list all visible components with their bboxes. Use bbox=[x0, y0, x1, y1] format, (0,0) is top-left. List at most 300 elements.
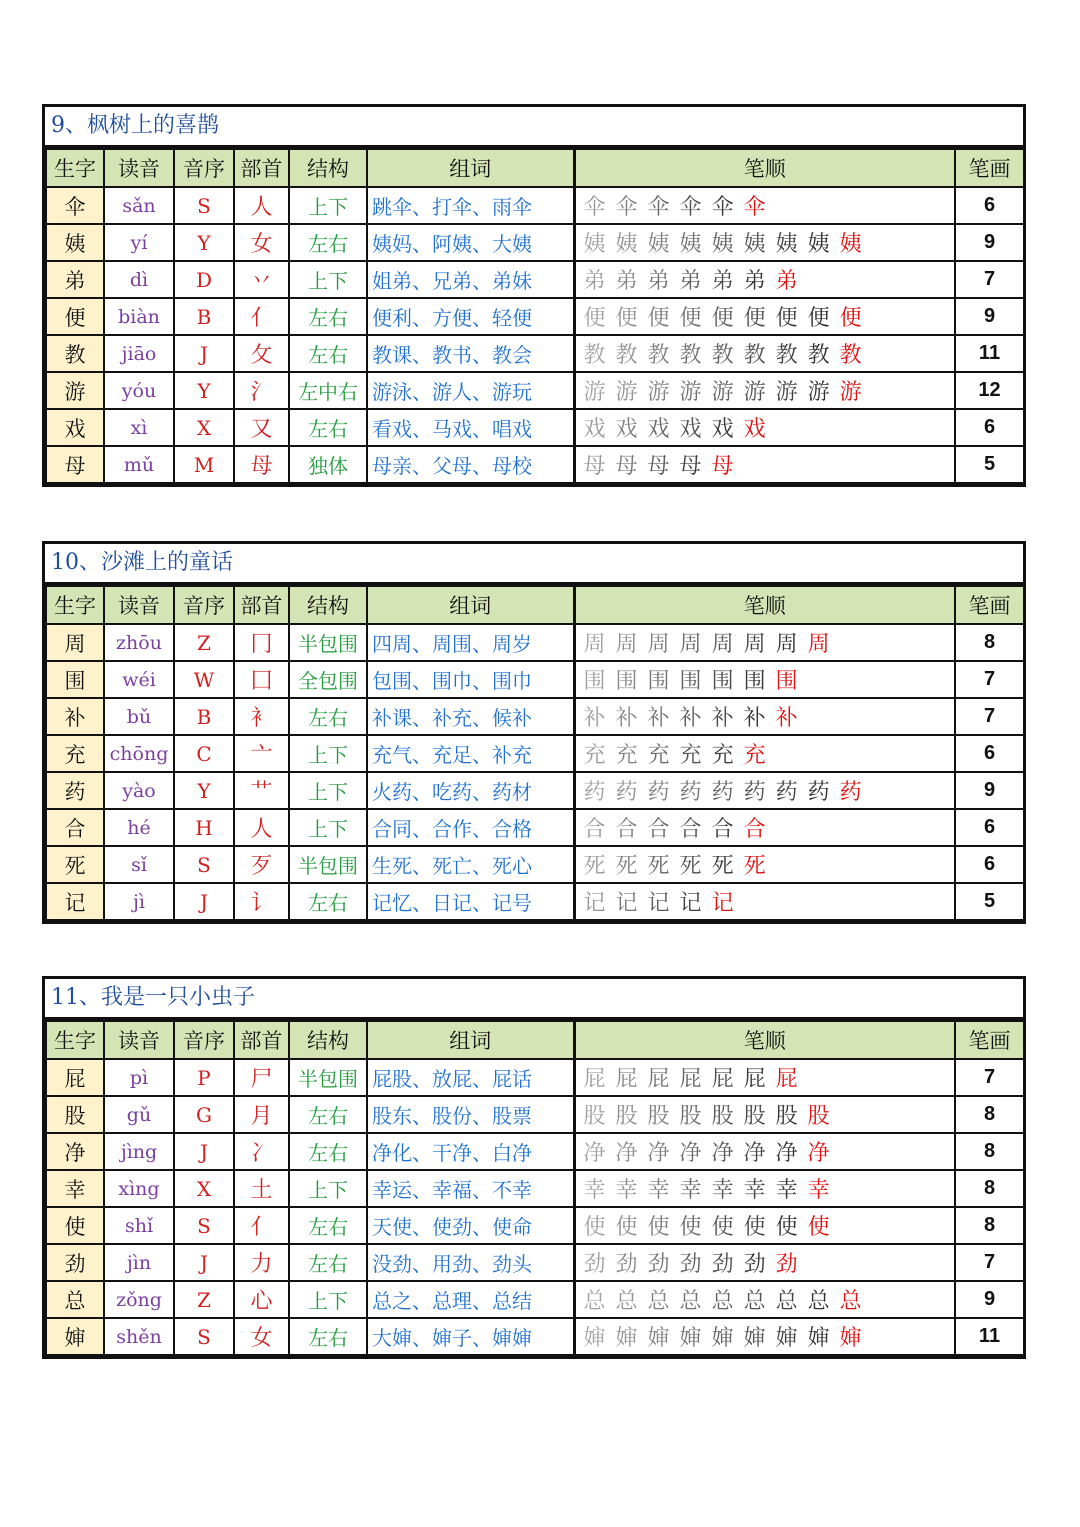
column-header: 读音 bbox=[104, 149, 174, 187]
initial-cell: J bbox=[174, 1133, 234, 1170]
stroke-step bbox=[648, 227, 671, 258]
stroke-step bbox=[712, 701, 735, 732]
radical-cell: 氵 bbox=[234, 372, 289, 409]
table-row bbox=[46, 1318, 1024, 1355]
table-row bbox=[46, 1244, 1024, 1281]
table-row bbox=[46, 187, 1024, 224]
stroke-order-cell bbox=[574, 1170, 955, 1207]
stroke-step bbox=[616, 449, 639, 480]
column-header: 笔画 bbox=[955, 1021, 1024, 1059]
stroke-glyph: 死 bbox=[743, 854, 767, 879]
structure-cell: 左右 bbox=[289, 1244, 367, 1281]
stroke-step bbox=[808, 1136, 831, 1167]
stroke-step bbox=[648, 701, 671, 732]
stroke-count-cell: 6 bbox=[955, 846, 1024, 883]
stroke-glyph: 充 bbox=[743, 743, 767, 768]
stroke-count-cell: 9 bbox=[955, 298, 1024, 335]
stroke-step bbox=[616, 1136, 639, 1167]
stroke-order-cell bbox=[574, 372, 955, 409]
stroke-glyph: 充 bbox=[711, 743, 735, 768]
column-header: 生字 bbox=[46, 1021, 104, 1059]
pinyin-cell: yào bbox=[104, 772, 174, 809]
stroke-glyph: 股 bbox=[615, 1104, 639, 1129]
stroke-count-cell: 7 bbox=[955, 1059, 1024, 1096]
stroke-step bbox=[712, 738, 735, 769]
radical-cell: 丷 bbox=[234, 261, 289, 298]
pinyin-cell: zhōu bbox=[104, 624, 174, 661]
stroke-glyph: 股 bbox=[583, 1104, 607, 1129]
stroke-glyph: 游 bbox=[711, 380, 735, 405]
radical-cell: 心 bbox=[234, 1281, 289, 1318]
stroke-glyph: 充 bbox=[615, 743, 639, 768]
stroke-glyph: 婶 bbox=[615, 1326, 639, 1351]
stroke-step bbox=[840, 375, 863, 406]
stroke-step bbox=[744, 738, 767, 769]
words-cell: 合同、合作、合格 bbox=[367, 809, 574, 846]
radical-cell: 亻 bbox=[234, 298, 289, 335]
stroke-step bbox=[584, 1210, 607, 1241]
stroke-step bbox=[680, 664, 703, 695]
column-header: 部首 bbox=[234, 1021, 289, 1059]
stroke-step bbox=[648, 412, 671, 443]
stroke-glyph: 婶 bbox=[807, 1326, 831, 1351]
stroke-glyph: 总 bbox=[711, 1289, 735, 1314]
stroke-step bbox=[744, 701, 767, 732]
stroke-glyph: 伞 bbox=[743, 195, 767, 220]
stroke-step bbox=[616, 812, 639, 843]
column-header: 笔顺 bbox=[574, 586, 955, 624]
stroke-glyph: 戏 bbox=[647, 417, 671, 442]
stroke-count-cell: 6 bbox=[955, 735, 1024, 772]
structure-cell: 上下 bbox=[289, 772, 367, 809]
stroke-step bbox=[744, 301, 767, 332]
stroke-step bbox=[712, 1099, 735, 1130]
stroke-step bbox=[680, 1062, 703, 1093]
stroke-glyph: 游 bbox=[615, 380, 639, 405]
radical-cell: 歹 bbox=[234, 846, 289, 883]
stroke-glyph: 死 bbox=[583, 854, 607, 879]
stroke-glyph: 游 bbox=[583, 380, 607, 405]
char-cell: 母 bbox=[46, 446, 104, 483]
stroke-step bbox=[808, 1284, 831, 1315]
stroke-glyph: 游 bbox=[743, 380, 767, 405]
stroke-glyph: 姨 bbox=[615, 232, 639, 257]
stroke-glyph: 围 bbox=[775, 669, 799, 694]
stroke-step bbox=[712, 627, 735, 658]
stroke-step bbox=[648, 1247, 671, 1278]
structure-cell: 左右 bbox=[289, 1207, 367, 1244]
stroke-glyph: 药 bbox=[583, 780, 607, 805]
stroke-glyph: 充 bbox=[583, 743, 607, 768]
stroke-step bbox=[712, 338, 735, 369]
pinyin-cell: zǒng bbox=[104, 1281, 174, 1318]
stroke-glyph: 周 bbox=[743, 632, 767, 657]
column-header: 音序 bbox=[174, 1021, 234, 1059]
stroke-step bbox=[776, 1210, 799, 1241]
stroke-step bbox=[648, 1099, 671, 1130]
char-cell: 劲 bbox=[46, 1244, 104, 1281]
structure-cell: 左右 bbox=[289, 335, 367, 372]
stroke-step bbox=[744, 775, 767, 806]
stroke-step bbox=[712, 1136, 735, 1167]
stroke-step bbox=[648, 190, 671, 221]
lesson-table bbox=[42, 976, 1026, 1359]
radical-cell: 人 bbox=[234, 809, 289, 846]
stroke-glyph: 劲 bbox=[711, 1252, 735, 1277]
stroke-glyph: 合 bbox=[679, 817, 703, 842]
stroke-step bbox=[808, 627, 831, 658]
radical-cell: 尸 bbox=[234, 1059, 289, 1096]
stroke-step bbox=[712, 375, 735, 406]
stroke-glyph: 伞 bbox=[647, 195, 671, 220]
char-cell: 充 bbox=[46, 735, 104, 772]
table-row bbox=[46, 698, 1024, 735]
pinyin-cell: chōng bbox=[104, 735, 174, 772]
initial-cell: H bbox=[174, 809, 234, 846]
stroke-glyph: 股 bbox=[775, 1104, 799, 1129]
stroke-step bbox=[680, 1173, 703, 1204]
stroke-step bbox=[680, 338, 703, 369]
stroke-step bbox=[648, 301, 671, 332]
stroke-glyph: 幸 bbox=[743, 1178, 767, 1203]
stroke-glyph: 婶 bbox=[711, 1326, 735, 1351]
stroke-glyph: 股 bbox=[743, 1104, 767, 1129]
stroke-step bbox=[584, 738, 607, 769]
column-header: 组词 bbox=[367, 586, 574, 624]
initial-cell: G bbox=[174, 1096, 234, 1133]
stroke-step bbox=[744, 1321, 767, 1352]
stroke-count-cell: 7 bbox=[955, 261, 1024, 298]
initial-cell: S bbox=[174, 187, 234, 224]
initial-cell: Y bbox=[174, 772, 234, 809]
stroke-step bbox=[744, 1062, 767, 1093]
stroke-step bbox=[776, 1173, 799, 1204]
stroke-glyph: 劲 bbox=[615, 1252, 639, 1277]
radical-cell: 母 bbox=[234, 446, 289, 483]
stroke-glyph: 弟 bbox=[583, 269, 607, 294]
stroke-glyph: 幸 bbox=[615, 1178, 639, 1203]
initial-cell: J bbox=[174, 335, 234, 372]
stroke-step bbox=[712, 412, 735, 443]
stroke-glyph: 母 bbox=[615, 454, 639, 479]
stroke-step bbox=[712, 264, 735, 295]
stroke-count-cell: 5 bbox=[955, 883, 1024, 920]
stroke-step bbox=[616, 227, 639, 258]
stroke-step bbox=[648, 264, 671, 295]
stroke-step bbox=[680, 301, 703, 332]
char-cell: 药 bbox=[46, 772, 104, 809]
radical-cell: 亠 bbox=[234, 735, 289, 772]
stroke-glyph: 充 bbox=[647, 743, 671, 768]
stroke-step bbox=[776, 664, 799, 695]
stroke-step bbox=[648, 1136, 671, 1167]
stroke-glyph: 姨 bbox=[647, 232, 671, 257]
stroke-order-cell bbox=[574, 335, 955, 372]
stroke-glyph: 便 bbox=[711, 306, 735, 331]
stroke-glyph: 总 bbox=[583, 1289, 607, 1314]
stroke-step bbox=[712, 1321, 735, 1352]
structure-cell: 左右 bbox=[289, 883, 367, 920]
stroke-count-cell: 7 bbox=[955, 661, 1024, 698]
stroke-step bbox=[840, 775, 863, 806]
stroke-glyph: 游 bbox=[775, 380, 799, 405]
stroke-glyph: 屁 bbox=[679, 1067, 703, 1092]
column-header: 组词 bbox=[367, 149, 574, 187]
stroke-step bbox=[584, 264, 607, 295]
stroke-glyph: 药 bbox=[679, 780, 703, 805]
stroke-step bbox=[808, 375, 831, 406]
table-row bbox=[46, 1207, 1024, 1244]
header-row bbox=[46, 1021, 1024, 1059]
char-cell: 合 bbox=[46, 809, 104, 846]
table-row bbox=[46, 1281, 1024, 1318]
stroke-glyph: 净 bbox=[583, 1141, 607, 1166]
stroke-step bbox=[616, 886, 639, 917]
stroke-step bbox=[776, 627, 799, 658]
stroke-order-cell bbox=[574, 187, 955, 224]
stroke-glyph: 母 bbox=[647, 454, 671, 479]
stroke-step bbox=[744, 227, 767, 258]
stroke-step bbox=[584, 1247, 607, 1278]
structure-cell: 左右 bbox=[289, 1096, 367, 1133]
column-header: 生字 bbox=[46, 149, 104, 187]
radical-cell: 攵 bbox=[234, 335, 289, 372]
stroke-step bbox=[712, 1173, 735, 1204]
stroke-order-cell bbox=[574, 1096, 955, 1133]
stroke-glyph: 劲 bbox=[743, 1252, 767, 1277]
stroke-glyph: 使 bbox=[807, 1215, 831, 1240]
stroke-step bbox=[744, 338, 767, 369]
stroke-glyph: 屁 bbox=[711, 1067, 735, 1092]
table-row bbox=[46, 298, 1024, 335]
column-header: 音序 bbox=[174, 149, 234, 187]
column-header: 笔顺 bbox=[574, 149, 955, 187]
stroke-order-cell bbox=[574, 772, 955, 809]
stroke-glyph: 便 bbox=[679, 306, 703, 331]
stroke-step bbox=[648, 338, 671, 369]
stroke-step bbox=[584, 849, 607, 880]
stroke-step bbox=[808, 227, 831, 258]
words-cell: 姐弟、兄弟、弟妹 bbox=[367, 261, 574, 298]
stroke-step bbox=[584, 701, 607, 732]
stroke-step bbox=[680, 812, 703, 843]
stroke-glyph: 合 bbox=[647, 817, 671, 842]
words-cell: 四周、周围、周岁 bbox=[367, 624, 574, 661]
stroke-glyph: 戏 bbox=[679, 417, 703, 442]
stroke-step bbox=[648, 627, 671, 658]
stroke-glyph: 总 bbox=[839, 1289, 863, 1314]
stroke-step bbox=[808, 1099, 831, 1130]
stroke-step bbox=[744, 412, 767, 443]
words-cell: 幸运、幸福、不幸 bbox=[367, 1170, 574, 1207]
stroke-step bbox=[584, 190, 607, 221]
radical-cell: 衤 bbox=[234, 698, 289, 735]
pinyin-cell: jìn bbox=[104, 1244, 174, 1281]
stroke-glyph: 幸 bbox=[679, 1178, 703, 1203]
table-row bbox=[46, 772, 1024, 809]
pinyin-cell: shǐ bbox=[104, 1207, 174, 1244]
radical-cell: 女 bbox=[234, 224, 289, 261]
stroke-step bbox=[616, 775, 639, 806]
stroke-glyph: 弟 bbox=[711, 269, 735, 294]
column-header: 笔顺 bbox=[574, 1021, 955, 1059]
stroke-step bbox=[776, 775, 799, 806]
char-cell: 使 bbox=[46, 1207, 104, 1244]
stroke-glyph: 记 bbox=[679, 891, 703, 916]
stroke-glyph: 围 bbox=[711, 669, 735, 694]
stroke-step bbox=[712, 1247, 735, 1278]
stroke-count-cell: 6 bbox=[955, 187, 1024, 224]
structure-cell: 独体 bbox=[289, 446, 367, 483]
stroke-step bbox=[744, 1099, 767, 1130]
stroke-glyph: 总 bbox=[647, 1289, 671, 1314]
stroke-step bbox=[616, 338, 639, 369]
stroke-glyph: 游 bbox=[679, 380, 703, 405]
stroke-step bbox=[616, 627, 639, 658]
stroke-step bbox=[776, 264, 799, 295]
structure-cell: 左右 bbox=[289, 1133, 367, 1170]
stroke-glyph: 药 bbox=[743, 780, 767, 805]
stroke-step bbox=[680, 738, 703, 769]
stroke-step bbox=[648, 812, 671, 843]
stroke-glyph: 幸 bbox=[711, 1178, 735, 1203]
words-cell: 生死、死亡、死心 bbox=[367, 846, 574, 883]
stroke-glyph: 伞 bbox=[615, 195, 639, 220]
stroke-order-cell bbox=[574, 298, 955, 335]
stroke-step bbox=[584, 449, 607, 480]
stroke-order-cell bbox=[574, 661, 955, 698]
lesson-title: 9、枫树上的喜鹊 bbox=[45, 107, 1023, 148]
column-header: 笔画 bbox=[955, 149, 1024, 187]
stroke-glyph: 药 bbox=[839, 780, 863, 805]
stroke-step bbox=[616, 1210, 639, 1241]
char-cell: 总 bbox=[46, 1281, 104, 1318]
stroke-step bbox=[680, 1321, 703, 1352]
stroke-step bbox=[744, 812, 767, 843]
stroke-glyph: 婶 bbox=[743, 1326, 767, 1351]
stroke-order-cell bbox=[574, 1244, 955, 1281]
initial-cell: Z bbox=[174, 1281, 234, 1318]
stroke-step bbox=[584, 301, 607, 332]
stroke-glyph: 教 bbox=[775, 343, 799, 368]
radical-cell: 冫 bbox=[234, 1133, 289, 1170]
stroke-step bbox=[616, 1062, 639, 1093]
stroke-step bbox=[680, 849, 703, 880]
stroke-step bbox=[584, 375, 607, 406]
table-row bbox=[46, 409, 1024, 446]
stroke-glyph: 伞 bbox=[583, 195, 607, 220]
stroke-glyph: 使 bbox=[775, 1215, 799, 1240]
stroke-step bbox=[680, 775, 703, 806]
stroke-glyph: 净 bbox=[807, 1141, 831, 1166]
stroke-glyph: 屁 bbox=[583, 1067, 607, 1092]
stroke-glyph: 便 bbox=[807, 306, 831, 331]
pinyin-cell: pì bbox=[104, 1059, 174, 1096]
stroke-step bbox=[584, 1062, 607, 1093]
pinyin-cell: shěn bbox=[104, 1318, 174, 1355]
stroke-step bbox=[584, 1284, 607, 1315]
stroke-glyph: 总 bbox=[743, 1289, 767, 1314]
stroke-step bbox=[648, 886, 671, 917]
stroke-step bbox=[584, 1136, 607, 1167]
stroke-glyph: 劲 bbox=[647, 1252, 671, 1277]
stroke-step bbox=[616, 1173, 639, 1204]
stroke-glyph: 合 bbox=[583, 817, 607, 842]
stroke-glyph: 补 bbox=[615, 706, 639, 731]
words-cell: 跳伞、打伞、雨伞 bbox=[367, 187, 574, 224]
stroke-glyph: 劲 bbox=[583, 1252, 607, 1277]
column-header: 生字 bbox=[46, 586, 104, 624]
stroke-step bbox=[712, 849, 735, 880]
stroke-glyph: 婶 bbox=[647, 1326, 671, 1351]
stroke-glyph: 弟 bbox=[775, 269, 799, 294]
stroke-step bbox=[744, 190, 767, 221]
stroke-step bbox=[712, 301, 735, 332]
stroke-count-cell: 8 bbox=[955, 1133, 1024, 1170]
stroke-step bbox=[744, 1210, 767, 1241]
stroke-glyph: 股 bbox=[679, 1104, 703, 1129]
stroke-glyph: 便 bbox=[839, 306, 863, 331]
stroke-step bbox=[616, 375, 639, 406]
stroke-glyph: 婶 bbox=[679, 1326, 703, 1351]
stroke-glyph: 补 bbox=[679, 706, 703, 731]
stroke-glyph: 股 bbox=[807, 1104, 831, 1129]
stroke-step bbox=[808, 1173, 831, 1204]
stroke-step bbox=[744, 375, 767, 406]
stroke-glyph: 屁 bbox=[775, 1067, 799, 1092]
stroke-glyph: 净 bbox=[615, 1141, 639, 1166]
stroke-glyph: 总 bbox=[807, 1289, 831, 1314]
initial-cell: M bbox=[174, 446, 234, 483]
stroke-order-cell bbox=[574, 846, 955, 883]
initial-cell: J bbox=[174, 883, 234, 920]
stroke-glyph: 婶 bbox=[839, 1326, 863, 1351]
stroke-order-cell bbox=[574, 1318, 955, 1355]
table-row bbox=[46, 883, 1024, 920]
stroke-step bbox=[584, 1173, 607, 1204]
pinyin-cell: xì bbox=[104, 409, 174, 446]
column-header: 音序 bbox=[174, 586, 234, 624]
stroke-glyph: 围 bbox=[743, 669, 767, 694]
stroke-count-cell: 7 bbox=[955, 698, 1024, 735]
lesson-title: 10、沙滩上的童话 bbox=[45, 544, 1023, 585]
stroke-step bbox=[648, 1173, 671, 1204]
stroke-glyph: 姨 bbox=[807, 232, 831, 257]
table-row bbox=[46, 624, 1024, 661]
column-header: 结构 bbox=[289, 1021, 367, 1059]
stroke-glyph: 使 bbox=[743, 1215, 767, 1240]
structure-cell: 上下 bbox=[289, 187, 367, 224]
stroke-glyph: 使 bbox=[647, 1215, 671, 1240]
table-row bbox=[46, 261, 1024, 298]
char-cell: 股 bbox=[46, 1096, 104, 1133]
stroke-glyph: 使 bbox=[615, 1215, 639, 1240]
char-cell: 周 bbox=[46, 624, 104, 661]
structure-cell: 半包围 bbox=[289, 1059, 367, 1096]
stroke-step bbox=[680, 190, 703, 221]
column-header: 笔画 bbox=[955, 586, 1024, 624]
words-cell: 教课、教书、教会 bbox=[367, 335, 574, 372]
stroke-glyph: 股 bbox=[711, 1104, 735, 1129]
stroke-count-cell: 5 bbox=[955, 446, 1024, 483]
stroke-order-cell bbox=[574, 1133, 955, 1170]
stroke-glyph: 补 bbox=[775, 706, 799, 731]
char-cell: 戏 bbox=[46, 409, 104, 446]
stroke-step bbox=[616, 1247, 639, 1278]
radical-cell: 冂 bbox=[234, 624, 289, 661]
char-cell: 屁 bbox=[46, 1059, 104, 1096]
stroke-glyph: 合 bbox=[711, 817, 735, 842]
